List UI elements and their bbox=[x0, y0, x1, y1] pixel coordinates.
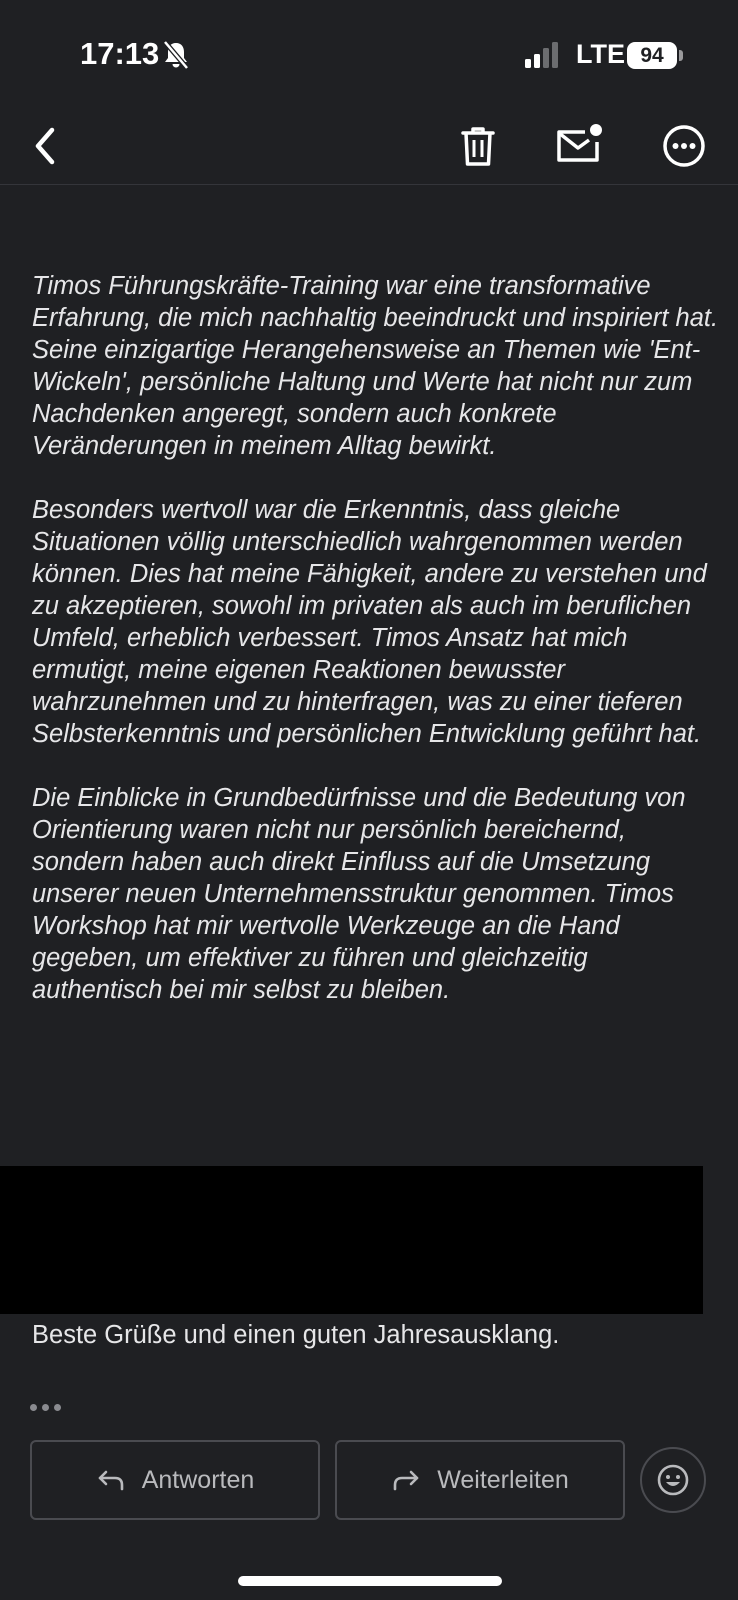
back-button[interactable] bbox=[18, 118, 74, 174]
delete-button[interactable] bbox=[450, 118, 506, 174]
home-indicator[interactable] bbox=[238, 1576, 502, 1586]
ellipsis-dot bbox=[30, 1404, 37, 1411]
ellipsis-dot bbox=[42, 1404, 49, 1411]
forward-arrow-icon bbox=[391, 1465, 421, 1495]
ellipsis-dot bbox=[54, 1404, 61, 1411]
smiley-icon bbox=[655, 1462, 691, 1498]
battery-indicator: 94 bbox=[627, 42, 677, 69]
status-time: 17:13 bbox=[80, 36, 160, 71]
message-body bbox=[32, 270, 722, 1038]
reply-button[interactable] bbox=[30, 1440, 320, 1520]
forward-label: Weiterleiten bbox=[437, 1465, 569, 1494]
message-closing: Beste Grüße und einen guten Jahresausklang. bbox=[32, 1321, 560, 1349]
reaction-button[interactable] bbox=[640, 1447, 706, 1513]
message-paragraph: Besonders wertvoll war die Erkenntnis, dass gleiche Situationen völlig unterschiedlich wahrgenommen werden können. Dies hat meine Fähigkeit, andere zu verstehen und zu akzeptieren, sowohl im privaten als auch im beruflichen Umfeld, erheblich verbessert. Timos Ansatz hat mich ermutigt, meine eigenen Reaktionen bewusster wahrzunehmen und zu hinterfragen, was zu einer tieferen Selbsterkenntnis und persönlichen Entwicklung geführt hat. bbox=[32, 496, 707, 748]
redacted-area bbox=[0, 1166, 703, 1314]
show-quoted-text-button[interactable] bbox=[30, 1395, 70, 1419]
network-type: LTE bbox=[576, 39, 625, 69]
status-bar bbox=[0, 0, 738, 110]
reply-label: Antworten bbox=[141, 1465, 255, 1494]
bell-muted-icon bbox=[162, 40, 190, 70]
message-paragraph: Die Einblicke in Grundbedürfnisse und die Bedeutung von Orientierung waren nicht nur persönlich bereichernd, sondern haben auch direkt Einfluss auf die Umsetzung unserer neuen Unternehmensstruktur genommen. Timos Workshop hat mir wertvolle Werkzeuge an die Hand gegeben, um effektiver zu führen und gleichzeitig authentisch bei mir selbst zu bleiben. bbox=[32, 784, 686, 1004]
battery-tip bbox=[679, 50, 683, 61]
trash-icon bbox=[450, 118, 506, 174]
message-paragraph: Timos Führungskräfte-Training war eine transformative Erfahrung, die mich nachhaltig beeindruckt und inspiriert hat. Seine einzigartige Herangehensweise an Themen wie 'Ent-Wickeln', persönliche Haltung und Werte hat nicht nur zum Nachdenken angeregt, sondern auch konkrete Veränderungen in meinem Alltag bewirkt. bbox=[32, 272, 719, 460]
message-toolbar bbox=[0, 110, 738, 185]
more-circle-icon bbox=[656, 118, 712, 174]
chevron-left-icon bbox=[18, 118, 74, 174]
mark-unread-button[interactable] bbox=[551, 118, 607, 174]
more-options-button[interactable] bbox=[656, 118, 712, 174]
mail-unread-icon bbox=[551, 118, 607, 174]
signal-strength-icon bbox=[525, 42, 561, 68]
reply-arrow-icon bbox=[96, 1465, 126, 1495]
forward-button[interactable] bbox=[335, 1440, 625, 1520]
